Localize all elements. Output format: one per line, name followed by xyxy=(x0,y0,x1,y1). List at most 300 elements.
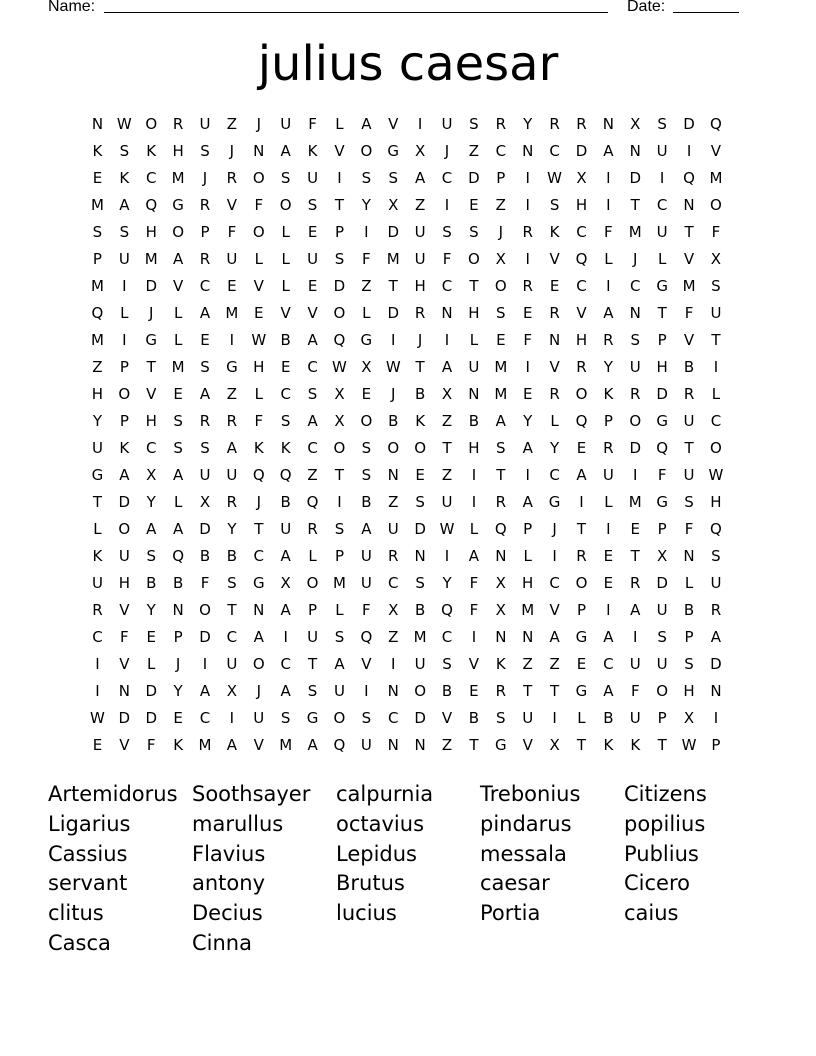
grid-cell: D xyxy=(575,142,588,160)
grid-cell: X xyxy=(199,493,211,511)
grid-cell: V xyxy=(253,277,264,295)
grid-cell: H xyxy=(710,493,722,511)
grid-cell: L xyxy=(684,574,694,592)
grid-cell: S xyxy=(415,493,425,511)
word-bank-item: caius xyxy=(624,901,679,926)
grid-cell: D xyxy=(199,520,211,538)
grid-cell: C xyxy=(549,466,560,484)
grid-cell: M xyxy=(413,628,427,646)
grid-cell: R xyxy=(683,385,695,403)
grid-cell: O xyxy=(118,520,131,538)
grid-cell: P xyxy=(92,250,102,268)
grid-cell: D xyxy=(683,115,695,133)
grid-cell: E xyxy=(496,331,506,349)
word-bank-item: Flavius xyxy=(192,841,266,866)
grid-cell: I xyxy=(229,331,235,349)
grid-cell: Z xyxy=(307,466,318,484)
grid-cell: T xyxy=(630,547,640,565)
grid-cell: A xyxy=(280,601,291,619)
word-bank-item: marullus xyxy=(192,811,284,836)
grid-cell: S xyxy=(415,574,425,592)
grid-cell: G xyxy=(306,709,319,727)
grid-cell: E xyxy=(469,682,479,700)
grid-cell: I xyxy=(552,547,557,565)
grid-cell: X xyxy=(495,574,506,592)
grid-cell: D xyxy=(199,628,211,646)
grid-cell: X xyxy=(576,169,587,187)
grid-cell: F xyxy=(711,223,721,241)
grid-cell: C xyxy=(549,142,560,160)
grid-cell: S xyxy=(442,223,452,241)
grid-cell: T xyxy=(92,493,103,511)
grid-cell: X xyxy=(280,574,291,592)
grid-cell: P xyxy=(200,223,210,241)
grid-cell: S xyxy=(549,196,560,214)
grid-cell: I xyxy=(283,628,288,646)
grid-cell: N xyxy=(495,628,507,646)
grid-cell: T xyxy=(496,466,506,484)
grid-cell: L xyxy=(335,601,344,619)
grid-cell: V xyxy=(710,142,722,160)
grid-cell: U xyxy=(199,115,211,133)
grid-cell: S xyxy=(200,142,210,160)
grid-cell: N xyxy=(172,601,184,619)
name-label: Name: xyxy=(48,0,96,15)
grid-cell: I xyxy=(444,196,450,214)
grid-cell: S xyxy=(469,223,479,241)
grid-cell: O xyxy=(360,412,373,430)
grid-cell: R xyxy=(199,412,211,430)
grid-cell: R xyxy=(199,196,211,214)
grid-cell: W xyxy=(90,709,105,727)
grid-cell: R xyxy=(630,385,641,403)
grid-cell: P xyxy=(711,736,721,754)
grid-cell: F xyxy=(254,196,264,214)
word-bank-item: Lepidus xyxy=(336,841,417,866)
grid-cell: R xyxy=(307,520,318,538)
grid-cell: I xyxy=(391,331,396,349)
grid-cell: Q xyxy=(441,601,453,619)
grid-cell: R xyxy=(522,223,533,241)
grid-cell: T xyxy=(469,277,479,295)
grid-cell: I xyxy=(471,493,477,511)
word-bank-item: octavius xyxy=(336,811,425,836)
grid-cell: E xyxy=(361,385,372,403)
grid-row xyxy=(84,330,729,357)
grid-cell: C xyxy=(307,439,318,457)
grid-cell: S xyxy=(280,169,291,187)
grid-cell: X xyxy=(334,412,345,430)
grid-cell: U xyxy=(468,358,480,376)
grid-cell: G xyxy=(252,574,265,592)
grid-cell: R xyxy=(603,331,614,349)
grid-cell: T xyxy=(550,682,560,700)
grid-cell: F xyxy=(362,601,371,619)
grid-cell: A xyxy=(576,466,587,484)
grid-cell: E xyxy=(227,277,237,295)
grid-cell: H xyxy=(575,196,588,214)
word-bank-item: antony xyxy=(192,871,265,896)
grid-cell: Q xyxy=(710,115,722,133)
grid-cell: F xyxy=(523,331,533,349)
grid-cell: I xyxy=(444,547,450,565)
grid-cell: S xyxy=(307,682,318,700)
letter-grid xyxy=(84,114,729,762)
grid-cell: V xyxy=(280,304,291,322)
grid-cell: C xyxy=(576,223,587,241)
grid-cell: M xyxy=(171,358,185,376)
grid-cell: S xyxy=(227,574,237,592)
grid-cell: X xyxy=(549,736,560,754)
grid-cell: U xyxy=(414,223,426,241)
grid-cell: S xyxy=(200,439,210,457)
grid-cell: C xyxy=(145,169,157,187)
grid-cell: M xyxy=(144,250,158,268)
grid-cell: D xyxy=(468,169,480,187)
grid-cell: L xyxy=(254,385,263,403)
grid-cell: E xyxy=(92,169,103,187)
grid-cell: Y xyxy=(361,196,371,214)
grid-cell: G xyxy=(494,736,507,754)
grid-row xyxy=(84,195,729,222)
grid-cell: G xyxy=(575,682,588,700)
grid-cell: L xyxy=(254,250,263,268)
grid-cell: B xyxy=(388,412,399,430)
grid-cell: Y xyxy=(442,574,452,592)
grid-cell: U xyxy=(522,709,534,727)
grid-cell: W xyxy=(251,331,267,349)
grid-cell: M xyxy=(332,574,346,592)
grid-cell: P xyxy=(119,358,129,376)
grid-cell: Q xyxy=(145,196,158,214)
grid-cell: I xyxy=(713,709,719,727)
grid-cell: G xyxy=(360,331,373,349)
grid-cell: Z xyxy=(226,115,238,133)
grid-cell: R xyxy=(495,115,507,133)
grid-row xyxy=(84,222,729,249)
grid-cell: O xyxy=(333,439,346,457)
grid-cell: O xyxy=(306,574,319,592)
grid-cell: F xyxy=(630,682,640,700)
grid-cell: O xyxy=(252,169,265,187)
grid-cell: R xyxy=(495,682,507,700)
grid-cell: A xyxy=(199,304,211,322)
grid-cell: C xyxy=(280,655,291,673)
grid-cell: R xyxy=(199,250,211,268)
grid-cell: L xyxy=(281,223,290,241)
grid-cell: U xyxy=(656,142,668,160)
grid-cell: I xyxy=(95,655,100,673)
grid-cell: L xyxy=(93,520,102,538)
grid-cell: S xyxy=(496,709,506,727)
grid-cell: F xyxy=(254,412,264,430)
grid-cell: O xyxy=(387,439,400,457)
grid-cell: B xyxy=(146,574,157,592)
word-bank-item: Cinna xyxy=(192,930,252,955)
grid-cell: C xyxy=(92,628,103,646)
word-bank-column xyxy=(480,780,624,929)
grid-cell: K xyxy=(549,223,560,241)
grid-cell: O xyxy=(414,439,427,457)
grid-cell: A xyxy=(253,628,264,646)
grid-cell: D xyxy=(118,493,131,511)
grid-cell: G xyxy=(145,331,158,349)
grid-cell: I xyxy=(444,331,450,349)
grid-cell: G xyxy=(91,466,104,484)
grid-cell: S xyxy=(711,547,721,565)
grid-cell: S xyxy=(361,439,372,457)
grid-cell: T xyxy=(254,520,264,538)
grid-cell: Q xyxy=(656,439,669,457)
grid-cell: J xyxy=(444,142,450,160)
grid-cell: L xyxy=(362,304,371,322)
grid-cell: I xyxy=(337,493,342,511)
grid-cell: C xyxy=(441,169,453,187)
grid-cell: E xyxy=(173,385,183,403)
grid-cell: B xyxy=(226,547,238,565)
grid-cell: X xyxy=(388,196,399,214)
grid-cell: I xyxy=(202,655,208,673)
grid-row xyxy=(84,141,729,168)
word-bank-item: Cicero xyxy=(624,871,690,896)
grid-cell: P xyxy=(603,412,613,430)
grid-cell: Z xyxy=(441,412,453,430)
grid-cell: U xyxy=(253,709,265,727)
grid-cell: K xyxy=(146,142,157,160)
grid-cell: Q xyxy=(494,520,507,538)
grid-cell: K xyxy=(253,439,264,457)
grid-cell: I xyxy=(95,682,100,700)
grid-cell: I xyxy=(122,277,127,295)
grid-cell: L xyxy=(604,493,613,511)
grid-cell: G xyxy=(172,196,184,214)
grid-cell: S xyxy=(684,493,694,511)
grid-cell: I xyxy=(471,466,477,484)
grid-cell: X xyxy=(495,601,506,619)
grid-cell: K xyxy=(92,547,103,565)
grid-cell: U xyxy=(629,358,641,376)
grid-cell: H xyxy=(91,385,104,403)
grid-cell: A xyxy=(334,655,345,673)
grid-cell: F xyxy=(362,250,371,268)
grid-cell: S xyxy=(146,547,156,565)
grid-cell: J xyxy=(149,304,154,322)
word-bank-item: servant xyxy=(48,871,128,896)
word-bank-item: Cassius xyxy=(48,841,128,866)
grid-cell: B xyxy=(414,601,426,619)
grid-cell: V xyxy=(361,655,372,673)
grid-cell: V xyxy=(549,358,560,376)
grid-cell: I xyxy=(525,466,530,484)
grid-cell: M xyxy=(494,358,508,376)
grid-row xyxy=(84,681,729,708)
word-bank-item: Ligarius xyxy=(48,811,131,836)
grid-cell: T xyxy=(469,736,479,754)
grid-cell: J xyxy=(229,142,235,160)
grid-cell: L xyxy=(711,385,721,403)
grid-cell: F xyxy=(469,574,479,592)
grid-cell: I xyxy=(606,520,611,538)
grid-cell: U xyxy=(414,250,426,268)
grid-cell: B xyxy=(172,574,184,592)
grid-cell: U xyxy=(656,655,668,673)
grid-cell: Y xyxy=(227,520,237,538)
grid-cell: B xyxy=(468,412,480,430)
grid-cell: Q xyxy=(683,169,695,187)
grid-cell: L xyxy=(469,331,479,349)
grid-cell: U xyxy=(118,250,130,268)
grid-cell: O xyxy=(172,223,185,241)
grid-cell: H xyxy=(145,223,157,241)
grid-cell: S xyxy=(280,709,291,727)
grid-cell: A xyxy=(441,358,453,376)
grid-cell: A xyxy=(199,385,211,403)
grid-cell: V xyxy=(441,709,453,727)
grid-cell: I xyxy=(633,628,638,646)
grid-cell: Y xyxy=(146,601,156,619)
grid-cell: I xyxy=(579,493,584,511)
grid-cell: C xyxy=(226,628,238,646)
grid-cell: W xyxy=(332,358,347,376)
grid-cell: E xyxy=(576,655,587,673)
grid-row xyxy=(84,708,729,735)
grid-cell: B xyxy=(603,709,614,727)
grid-cell: S xyxy=(496,304,506,322)
grid-cell: U xyxy=(199,466,211,484)
grid-cell: O xyxy=(252,223,265,241)
grid-cell: L xyxy=(335,115,344,133)
grid-cell: K xyxy=(92,142,103,160)
grid-cell: U xyxy=(360,736,372,754)
grid-cell: W xyxy=(385,358,401,376)
grid-cell: L xyxy=(308,547,317,565)
grid-cell: Q xyxy=(279,466,292,484)
grid-cell: I xyxy=(525,169,530,187)
grid-cell: O xyxy=(468,250,480,268)
grid-cell: M xyxy=(628,493,642,511)
grid-cell: C xyxy=(576,277,587,295)
grid-cell: N xyxy=(253,142,265,160)
grid-cell: C xyxy=(656,196,668,214)
grid-cell: U xyxy=(710,304,722,322)
grid-cell: O xyxy=(252,655,265,673)
grid-cell: S xyxy=(307,196,318,214)
grid-cell: I xyxy=(122,331,127,349)
grid-cell: F xyxy=(657,466,667,484)
grid-cell: T xyxy=(576,520,587,538)
grid-cell: M xyxy=(709,169,723,187)
grid-cell: E xyxy=(146,628,156,646)
grid-cell: R xyxy=(710,601,722,619)
grid-cell: T xyxy=(684,223,694,241)
grid-cell: A xyxy=(307,331,318,349)
grid-cell: O xyxy=(710,196,722,214)
grid-cell: K xyxy=(415,412,426,430)
grid-cell: M xyxy=(521,601,535,619)
grid-cell: N xyxy=(495,547,507,565)
grid-cell: A xyxy=(226,439,238,457)
word-bank-item: lucius xyxy=(336,901,397,926)
grid-cell: I xyxy=(337,169,342,187)
grid-cell: I xyxy=(552,709,557,727)
grid-cell: D xyxy=(629,439,642,457)
grid-cell: U xyxy=(629,655,641,673)
grid-cell: T xyxy=(388,277,398,295)
grid-cell: N xyxy=(387,466,399,484)
grid-cell: N xyxy=(710,682,722,700)
grid-cell: M xyxy=(171,169,185,187)
grid-cell: A xyxy=(146,520,157,538)
grid-cell: S xyxy=(361,169,372,187)
grid-cell: O xyxy=(333,709,346,727)
grid-cell: A xyxy=(603,628,614,646)
name-blank-line xyxy=(104,12,608,13)
grid-cell: J xyxy=(417,331,423,349)
grid-cell: T xyxy=(711,331,721,349)
grid-cell: W xyxy=(547,169,562,187)
grid-cell: G xyxy=(656,412,668,430)
grid-cell: B xyxy=(280,331,291,349)
grid-cell: U xyxy=(602,466,614,484)
grid-cell: P xyxy=(657,520,667,538)
grid-cell: N xyxy=(118,682,130,700)
grid-cell: I xyxy=(525,196,530,214)
grid-cell: O xyxy=(279,196,292,214)
grid-cell: L xyxy=(281,250,290,268)
grid-cell: F xyxy=(442,250,452,268)
grid-cell: I xyxy=(364,223,369,241)
grid-cell: A xyxy=(603,304,614,322)
grid-cell: E xyxy=(630,520,640,538)
grid-cell: P xyxy=(173,628,183,646)
grid-cell: E xyxy=(603,574,614,592)
grid-cell: C xyxy=(603,655,614,673)
grid-row xyxy=(84,492,729,519)
grid-row xyxy=(84,411,729,438)
grid-cell: V xyxy=(226,196,238,214)
grid-cell: R xyxy=(549,385,560,403)
grid-cell: Y xyxy=(173,682,183,700)
grid-cell: E xyxy=(280,358,291,376)
grid-cell: G xyxy=(656,493,668,511)
grid-cell: I xyxy=(525,358,530,376)
grid-row xyxy=(84,276,729,303)
grid-cell: D xyxy=(118,709,131,727)
grid-cell: H xyxy=(118,574,130,592)
grid-cell: T xyxy=(684,439,694,457)
grid-cell: B xyxy=(683,601,695,619)
word-bank-item: Citizens xyxy=(624,782,707,806)
grid-cell: M xyxy=(90,331,104,349)
grid-cell: J xyxy=(552,520,557,538)
grid-cell: C xyxy=(630,277,641,295)
grid-cell: C xyxy=(441,628,453,646)
grid-cell: A xyxy=(495,412,506,430)
grid-cell: E xyxy=(173,709,183,727)
grid-cell: E xyxy=(307,277,318,295)
grid-cell: U xyxy=(118,547,130,565)
grid-cell: K xyxy=(603,736,614,754)
grid-cell: A xyxy=(172,466,184,484)
grid-cell: N xyxy=(387,736,399,754)
grid-cell: R xyxy=(495,493,507,511)
grid-row xyxy=(84,303,729,330)
grid-cell: M xyxy=(279,736,293,754)
grid-cell: J xyxy=(256,115,261,133)
grid-cell: A xyxy=(280,142,291,160)
grid-cell: F xyxy=(146,736,156,754)
grid-cell: H xyxy=(414,277,426,295)
